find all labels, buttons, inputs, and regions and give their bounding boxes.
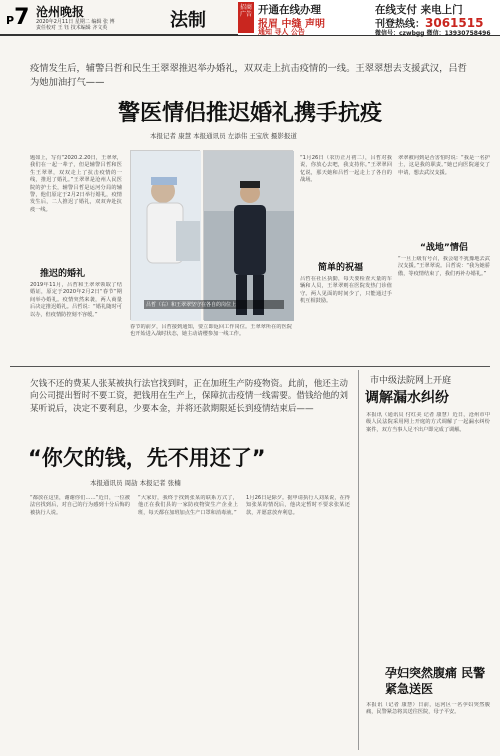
section-divider [10, 366, 490, 367]
photo-nurse [130, 150, 200, 320]
story2-headline: “你欠的钱，先不用还了” [28, 446, 266, 470]
story1-sub3: “战地”情侣 [420, 243, 468, 253]
story1-col4: 翠翠被问到是否害怕时说：“我是一名护士，这是我的职责。”她已向医院递交了申请，想去武汉支援。 [398, 155, 490, 176]
story1-sub1: 推迟的婚礼 [40, 269, 86, 279]
police-photo-icon [204, 151, 294, 321]
ad-right-1: 在线支付 来电上门 [375, 4, 463, 16]
section-title: 法制 [170, 10, 206, 31]
paper-name: 沧州晚报 [36, 5, 85, 19]
story2-byline: 本报通讯员 周劼 本报记者 张楠 [90, 479, 181, 487]
right-body-3: 本报讯（记者 康慧）日前，运河区一名孕妇突然腹痛，民警紧急将其送往医院，母子平安。 [366, 702, 490, 716]
story2-col3: 1月26日是除夕。据申请执行人刘某说，在得知张某的情况后，他决定暂时不要求张某还款，并愿意放弃利息。 [246, 495, 350, 516]
story1-sub2: 简单的祝福 [318, 263, 364, 273]
story2-col2: “大家好，我终于找到张某的联系方式了，他正在我们县的一家防疫物资生产企业上班，每天都在加班加点生产口罩和消毒液。” [138, 495, 238, 516]
photo-caption: 吕哲（右）和王翠翠坚守在各自的岗位上 [144, 300, 284, 309]
story1-col3b: 吕哲在社区执勤，每天要检查大量的车辆和人员，王翠翠则在医院发热门诊值守。两人见面的时间少了，只能通过手机互相鼓励。 [300, 276, 392, 305]
story1-col1b: 2019年11月，吕哲和王翠翠领取了结婚证，原定于2020年2月2日“春节”期间举办婚礼。疫情突然来袭，两人商量后决定推迟婚礼。吕哲说：“婚礼随时可以办，但疫情防控刻不容缓。” [30, 282, 122, 318]
story1-col2: 春节的前夕，吕哲接到通知，要立即返回工作岗位。王翠翠所在的医院也开始进入战时状态，她主动请缨参加一线工作。 [130, 324, 292, 338]
story1-lead: 疫情发生后，辅警吕哲和民生王翠翠推迟举办婚礼，双双走上抗击疫情的一线。王翠翠想去支援武汉，吕哲为她加油打气—— [30, 63, 467, 88]
story1-headline: 警医情侣推迟婚礼携手抗疫 [117, 101, 382, 126]
ad-tag: 招商广告 [238, 2, 254, 33]
ad-line-2: 报眉 中缝 声明 [258, 19, 325, 30]
ad-line-3: 通知 寻人 公告 [258, 28, 305, 36]
ad-line-1: 开通在线办理 [258, 4, 321, 16]
right-headline: 调解漏水纠纷 [365, 390, 449, 406]
right-headline-3: 孕妇突然腹痛 民警紧急送医 [385, 666, 486, 696]
story2-col1: “都放在这里，谢谢你们……”近日，一位被法官找到后，对自己的行为感到十分后悔的被执行人说。 [30, 495, 130, 516]
ad-hotline: 刊登热线：3061515 [375, 16, 484, 30]
story1-col4b: “一旦上级有号召，我会毫不犹豫地去武汉支援。”王翠翠说。吕哲说：“我为她骄傲，等疫情结束了，我们再补办婚礼。” [398, 256, 490, 277]
page-number: P7 [6, 5, 30, 30]
column-rule [358, 370, 359, 750]
nurse-photo-icon [131, 151, 201, 321]
photo-police [203, 150, 293, 320]
right-section-label: 市中级法院网上开庭 [370, 376, 452, 386]
story1-col3: “1月26日（农历正月初二），吕哲对我说，你放心去吧，我支持你。”王翠翠回忆说，那天她和吕哲一起走上了各自的战场。 [300, 155, 392, 184]
ad-wechat: 微信号：czwbgg 微信：13930758496 [375, 30, 491, 37]
story1-byline: 本报记者 康慧 本报通讯员 左添伟 王宝欣 摄影报道 [150, 132, 297, 140]
story2-lead: 欠钱不还的费某人张某被执行法官找到时，正在加班生产防疫物资。此前，他还主动向公司提出暂时不要工资，把钱用在生产上，保障抗击疫情一线需要。借钱给他的刘某听说后，决定不要利息，少要本金，并将还款期限延长到疫情结束后—— [30, 379, 348, 414]
right-body: 本报讯（通讯员 付红美 记者 康慧）近日，沧州市中级人民法院采用网上开庭的方式调解了一起漏水纠纷案件，双方当事人足不出户即完成了调解。 [366, 412, 490, 433]
header-meta: 2020年2月11日 星期二 编辑 张 博 责任校对 王 钰 技术编辑 齐文英 [36, 19, 115, 31]
story1-col1: 题如上，写有“2020.2.20日，王翠翠，我们在一起一辈子，但是辅警吕哲和医生王翠翠，双双走上了抗击疫情的一线，推迟了婚礼。”王翠翠是沧州人民医院的护士长，辅警吕哲是运河分局的辅警，他们原定于2月2日举行婚礼，疫情发生后，二人推迟了婚礼，双双奔赴抗疫一线。 [30, 155, 122, 213]
